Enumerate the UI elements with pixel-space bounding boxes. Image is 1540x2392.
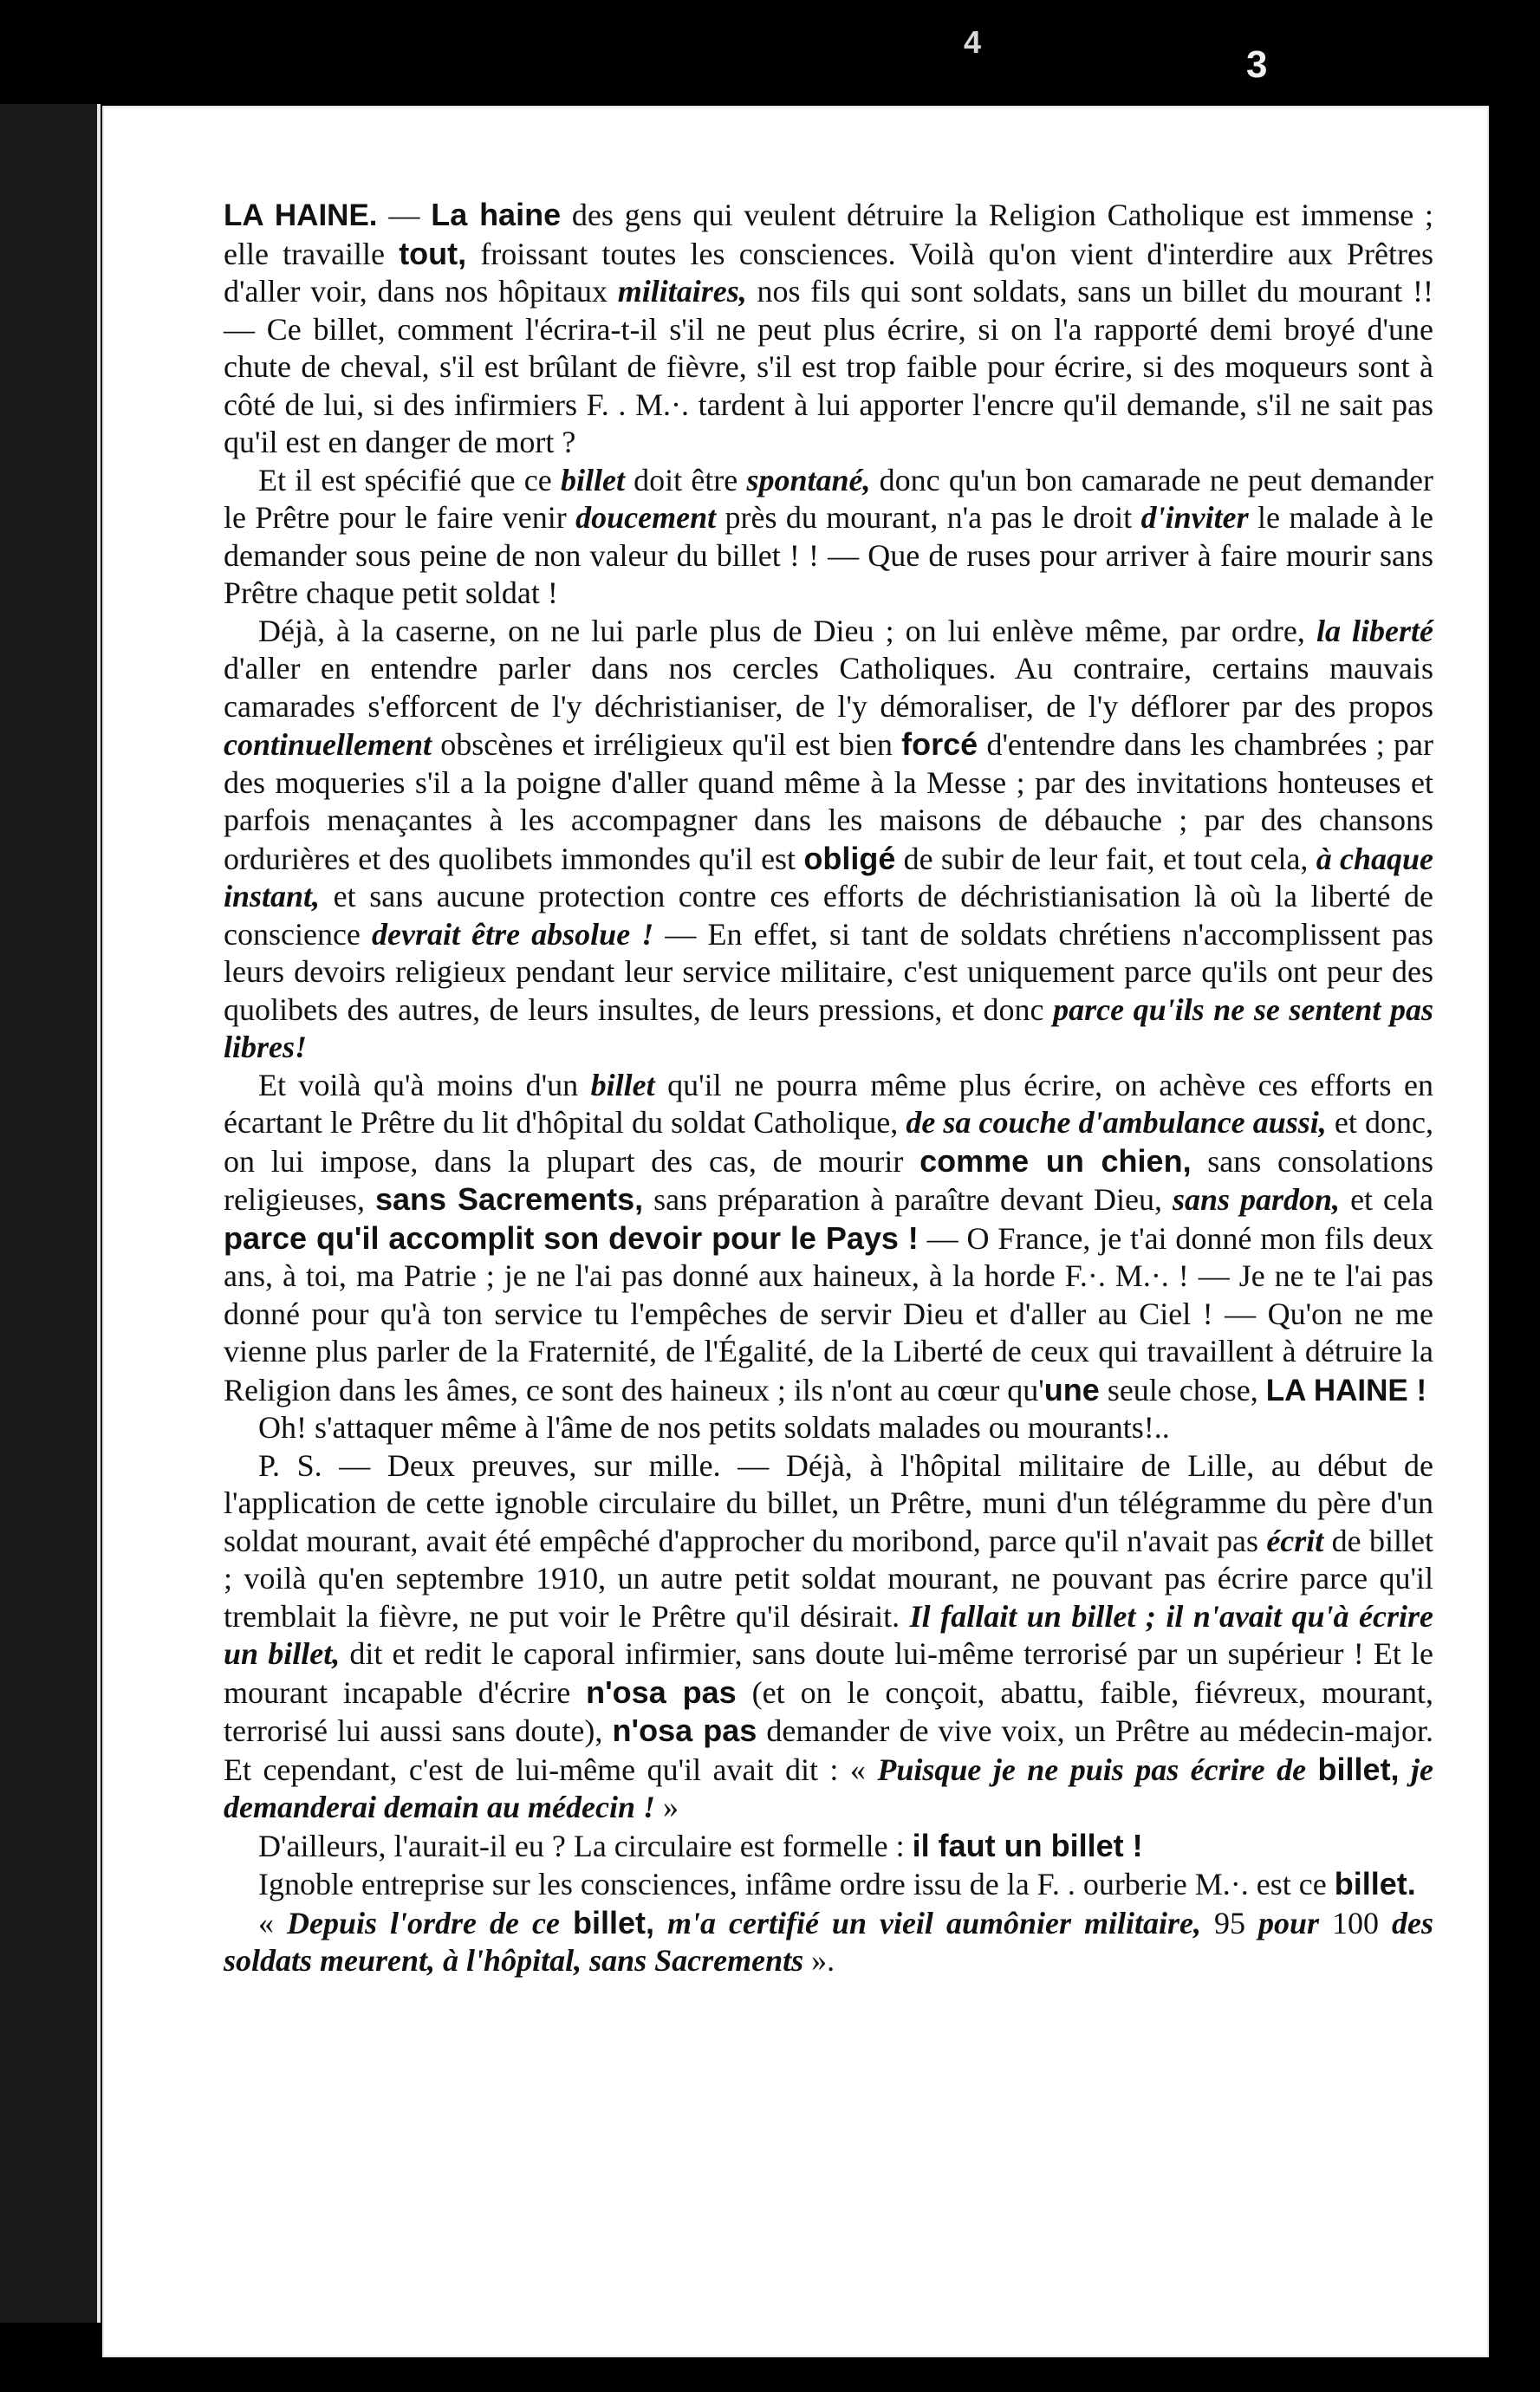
paragraph-ignoble: Ignoble entreprise sur les consciences, infâme ordre issu de la F. . ourberie M.·. est ce billet. — [258, 1866, 1416, 1901]
article-body — [224, 196, 1433, 1980]
page-number: 3 — [1246, 43, 1268, 86]
paragraph-billet: Et il est spécifié que ce billet doit être spontané, donc qu'un bon camarade ne peut demander le Prêtre pour le faire venir doucement près du mourant, n'a pas le droit d'inviter le malade à le demander sous peine de non valeur du billet ! ! — Que de ruses pour arriver à faire mourir sans Prêtre chaque petit soldat ! — [224, 462, 1434, 610]
paragraph-caserne: Déjà, à la caserne, on ne lui parle plus de Dieu ; on lui enlève même, par ordre, la liberté d'aller en entendre parler dans nos cercles Catholiques. Au contraire, certains mauvais camarades s'efforcent de l'y déchristianiser, de l'y démoraliser, de l'y déflorer par des propos continuellement obscènes et irréligieux qu'il est bien forcé d'entendre dans les chambrées ; par des moqueries s'il a la poigne d'aller quand même à la Messe ; par des invitations honteuses et parfois menaçantes à les accompagner dans les maisons de débauche ; par des chansons ordurières et des quolibets immondes qu'il est obligé de subir de leur fait, et tout cela, à chaque instant, et sans aucune protection contre ces efforts de déchristianisation là où la liberté de conscience devrait être absolue ! — En effet, si tant de soldats chrétiens n'accomplissent pas leurs devoirs religieux pendant leur service militaire, c'est uniquement parce qu'ils ont peur des quolibets des autres, de leurs insultes, de leurs pressions, et donc parce qu'ils ne se sentent pas libres! — [224, 613, 1434, 1064]
top-margin-mark: 4 — [964, 24, 982, 60]
paragraph-exclamation: Oh! s'attaquer même à l'âme de nos petits soldats malades ou mourants!.. — [258, 1410, 1170, 1445]
paragraph-postscript: P. S. — Deux preuves, sur mille. — Déjà, à l'hôpital militaire de Lille, au début de l'application de cette ignoble circulaire du billet, un Prêtre, muni d'un télégramme du père d'un soldat mourant, avait été empêché d'approcher du moribond, parce qu'il n'avait pas écrit de billet ; voilà qu'en septembre 1910, un autre petit soldat mourant, ne pouvant pas écrire parce qu'il tremblait la fièvre, ne put voir le Prêtre qu'il désirait. Il fallait un billet ; il n'avait qu'à écrire un billet, dit et redit le caporal infirmier, sans doute lui-même terrorisé par un supérieur ! Et le mourant incapable d'écrire n'osa pas (et on le conçoit, abattu, faible, fiévreux, mourant, terrorisé lui aussi sans doute), n'osa pas demander de vive voix, un Prêtre au médecin-major. Et cependant, c'est de lui-même qu'il avait dit : « Puisque je ne puis pas écrire de billet, je demanderai demain au médecin ! » — [224, 1447, 1434, 1824]
paragraph-circulaire: D'ailleurs, l'aurait-il eu ? La circulaire est formelle : il faut un billet ! — [258, 1827, 1143, 1863]
paragraph-intro: LA HAINE. — La haine des gens qui veulent détruire la Religion Catholique est immense ; elle travaille tout, froissant toutes les consciences. Voilà qu'on vient d'interdire aux Prêtres d'aller voir, dans nos hôpitaux militaires, nos fils qui sont soldats, sans un billet du mourant !! — Ce billet, comment l'écrira-t-il s'il ne peut plus écrire, si on l'a rapporté demi broyé d'une chute de cheval, s'il est brûlant de fièvre, s'il est trop faible pour écrire, si des moqueurs sont à côté de lui, si des infirmiers F. . M.·. tardent à lui apporter l'encre qu'il demande, s'il ne sait pas qu'il est en danger de mort ? — [224, 197, 1434, 459]
printed-page — [102, 106, 1489, 2357]
paragraph-hopital: Et voilà qu'à moins d'un billet qu'il ne pourra même plus écrire, on achève ces efforts en écartant le Prêtre du lit d'hôpital du soldat Catholique, de sa couche d'ambulance aussi, et donc, on lui impose, dans la plupart des cas, de mourir comme un chien, sans consolations religieuses, sans Sacrements, sans préparation à paraître devant Dieu, sans pardon, et cela parce qu'il accomplit son devoir pour le Pays ! — O France, je t'ai donné mon fils deux ans, à toi, ma Patrie ; je ne l'ai pas donné aux haineux, à la horde F.·. M.·. ! — Je ne te l'ai pas donné pour qu'à ton service tu l'empêches de servir Dieu et d'aller au Ciel ! — Qu'on ne me vienne plus parler de la Fraternité, de l'Égalité, de la Liberté de ceux qui travaillent à détruire la Religion dans les âmes, ce sont des haineux ; ils n'ont au cœur qu'une seule chose, LA HAINE ! — [224, 1067, 1434, 1407]
article-title: LA HAINE. — [224, 198, 378, 232]
paragraph-quotation: « Depuis l'ordre de ce billet, m'a certifié un vieil aumônier militaire, 95 pour 100 des soldats meurent, à l'hôpital, sans Sacrements ». — [224, 1904, 1434, 1978]
adjacent-page-edge — [0, 104, 101, 2323]
